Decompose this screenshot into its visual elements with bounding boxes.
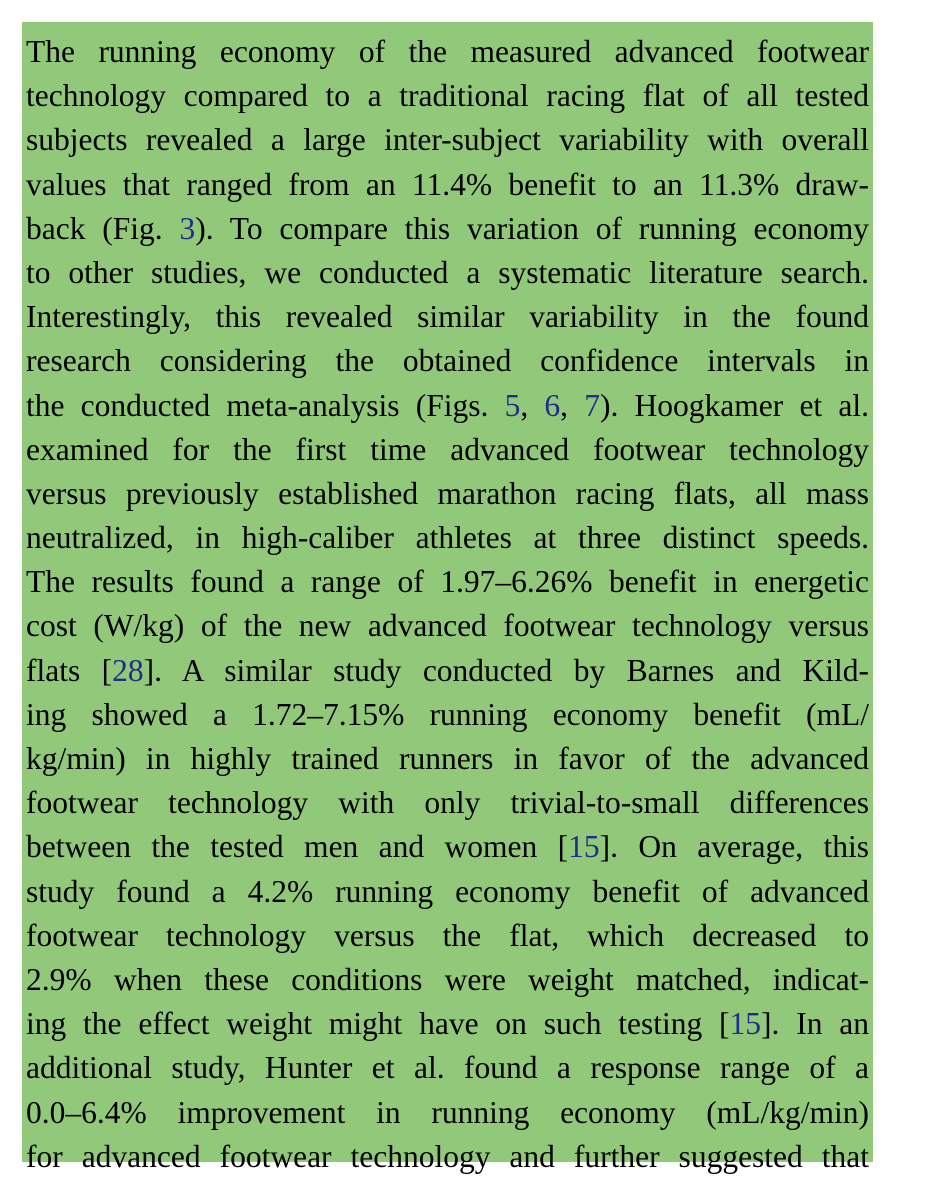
text-run: kg/min) in highly trained runners in favor of the advanced	[26, 741, 869, 776]
text-line	[26, 737, 869, 781]
text-run: ). To compare this variation of running economy	[195, 210, 869, 246]
text-run: research considering the obtained confidence intervals in	[26, 343, 869, 379]
text-line	[26, 384, 869, 428]
text-line	[26, 693, 869, 737]
citation-link[interactable]: 28	[112, 652, 144, 688]
text-run: ]. On average, this	[599, 829, 869, 865]
text-line	[26, 560, 869, 604]
text-line	[26, 958, 869, 1002]
text-run: back (Fig.	[26, 210, 180, 246]
citation-link[interactable]: 3	[179, 210, 196, 246]
text-line	[26, 1046, 869, 1090]
text-run: ,	[560, 387, 585, 423]
text-line	[26, 339, 869, 383]
text-run: ing the effect weight might have on such testing [	[26, 1006, 730, 1042]
text-run: for advanced footwear technology and further suggested that	[26, 1138, 869, 1174]
text-line	[26, 516, 869, 560]
text-run: The running economy of the measured advanced footwear	[26, 34, 869, 69]
citation-link[interactable]: 15	[729, 1006, 762, 1042]
text-run: ing showed a 1.72–7.15% running economy benefit (mL/	[26, 696, 869, 732]
citation-link[interactable]: 7	[584, 387, 600, 423]
text-run: ). Hoogkamer et al.	[599, 387, 869, 423]
text-run: ]. In an	[761, 1006, 869, 1042]
text-run: examined for the first time advanced footwear technology	[26, 431, 869, 467]
text-line	[26, 251, 869, 295]
text-run: 0.0–6.4% improvement in running economy (mL/kg/min)	[26, 1094, 869, 1130]
text-run: subjects revealed a large inter-subject variability with overall	[26, 122, 869, 158]
text-line	[26, 472, 869, 516]
text-run: ,	[520, 387, 545, 423]
text-line	[26, 118, 869, 162]
text-run: Interestingly, this revealed similar variability in the found	[26, 299, 869, 335]
citation-link[interactable]: 5	[504, 387, 521, 423]
text-run: additional study, Hunter et al. found a response range of a	[26, 1050, 869, 1086]
text-run: cost (W/kg) of the new advanced footwear technology versus	[26, 608, 869, 644]
citation-link[interactable]: 15	[568, 829, 600, 865]
text-line	[26, 428, 869, 472]
text-line	[26, 1002, 869, 1046]
citation-link[interactable]: 6	[544, 387, 561, 423]
text-run: flats [	[26, 652, 113, 688]
text-line	[26, 1135, 869, 1179]
text-run: footwear technology with only trivial-to-small differences	[26, 785, 869, 821]
text-run: the conducted meta-analysis (Figs.	[26, 387, 505, 423]
text-run: neutralized, in high-caliber athletes at three distinct speeds.	[26, 520, 869, 556]
text-run: between the tested men and women [	[26, 829, 569, 865]
body-paragraph	[26, 30, 869, 1179]
text-line	[26, 914, 869, 958]
text-run: values that ranged from an 11.4% benefit to an 11.3% draw-	[26, 166, 869, 202]
text-run: 2.9% when these conditions were weight matched, indicat-	[26, 961, 869, 997]
text-line	[26, 781, 869, 825]
text-line	[26, 163, 869, 207]
text-line	[26, 30, 869, 74]
text-line	[26, 649, 869, 693]
text-run: to other studies, we conducted a systematic literature search.	[26, 254, 869, 290]
text-line	[26, 825, 869, 869]
text-line	[26, 1091, 869, 1135]
text-line	[26, 295, 869, 339]
text-line	[26, 74, 869, 118]
text-line	[26, 207, 869, 251]
text-run: footwear technology versus the flat, which decreased to	[26, 917, 869, 953]
text-run: versus previously established marathon racing flats, all mass	[26, 475, 869, 511]
text-line	[26, 604, 869, 648]
text-run: study found a 4.2% running economy benefit of advanced	[26, 873, 869, 909]
text-run: technology compared to a traditional racing flat of all tested	[26, 78, 869, 114]
text-run: The results found a range of 1.97–6.26% benefit in energetic	[26, 564, 869, 600]
text-run: ]. A similar study conducted by Barnes and Kild-	[143, 652, 869, 688]
text-line	[26, 870, 869, 914]
